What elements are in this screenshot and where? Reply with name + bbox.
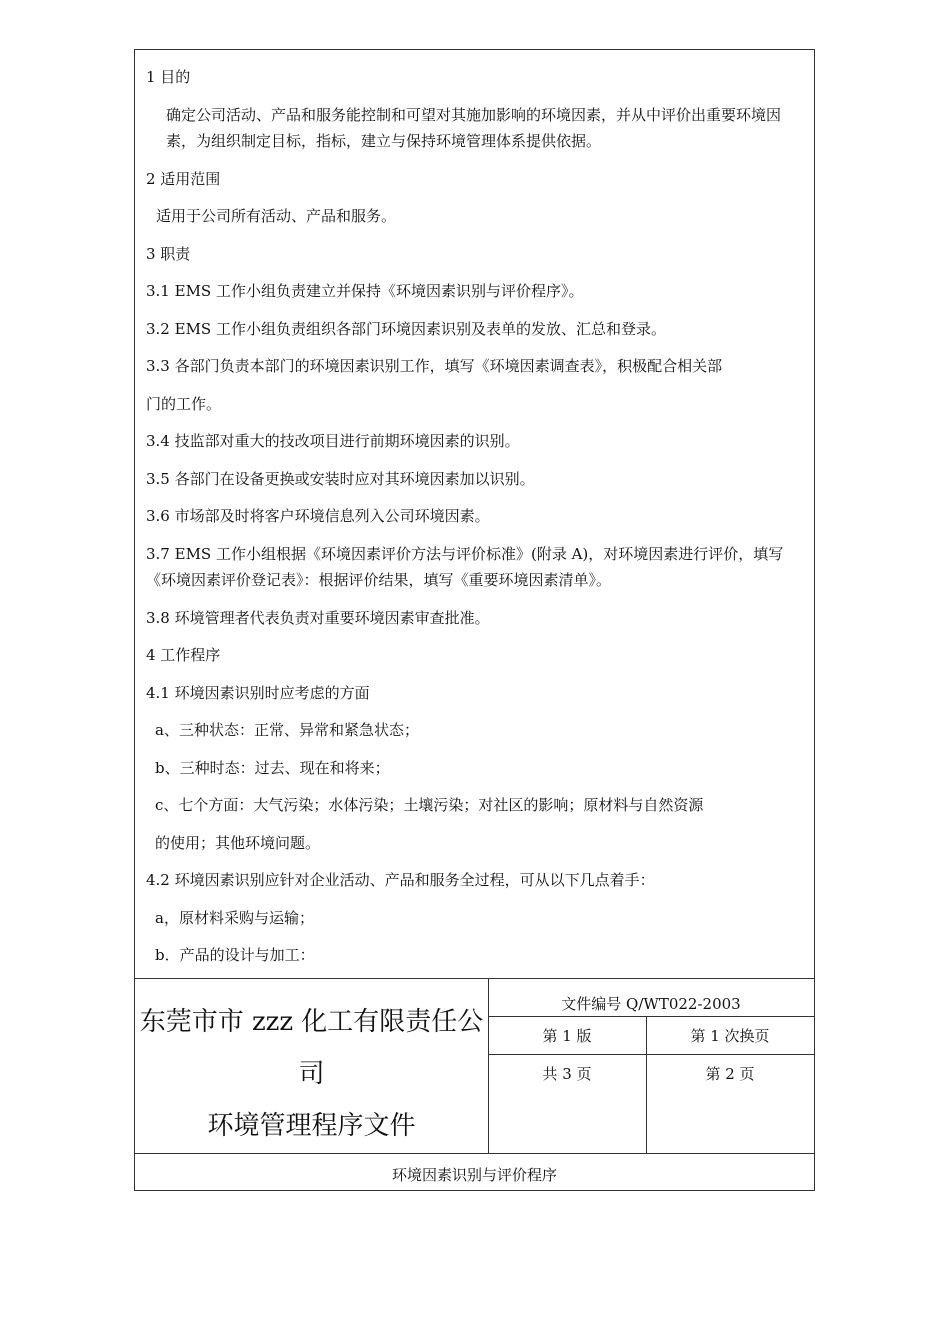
page-number: 第 2 页 [705, 1065, 755, 1083]
company-name: 东莞市市 zzz 化工有限责任公 [139, 1007, 484, 1037]
clause: 3.2 EMS 工作小组负责组织各部门环境因素识别及表单的发放、汇总和登录。 [146, 319, 666, 338]
document-body [135, 50, 814, 978]
section-heading: 4 工作程序 [146, 646, 221, 664]
section-heading: 3 职责 [146, 244, 191, 263]
doc-number: 文件编号 Q/WT022-2003 [561, 995, 741, 1013]
paragraph: 适用于公司所有活动、产品和服务。 [156, 207, 397, 225]
document-frame [134, 49, 815, 1191]
clause: 3.4 技监部对重大的技改项目进行前期环境因素的识别。 [146, 432, 520, 450]
divider [135, 1153, 814, 1154]
clause-continuation: 门的工作。 [146, 394, 222, 413]
clause: 3.5 各部门在设备更换或安装时应对其环境因素加以识别。 [146, 469, 535, 488]
section-heading: 2 适用范围 [146, 169, 221, 188]
list-item: b．产品的设计与加工： [155, 946, 315, 964]
document-category: 环境管理程序文件 [207, 1111, 416, 1141]
list-item-continuation: 的使用；其他环境问题。 [155, 833, 321, 852]
section-heading: 1 目的 [146, 68, 191, 86]
company-block [135, 996, 488, 1152]
edition: 第 1 版 [542, 1027, 592, 1045]
company-name-continuation: 司 [298, 1059, 325, 1089]
revision: 第 1 次换页 [690, 1027, 770, 1045]
clause: 4.1 环境因素识别时应考虑的方面 [146, 683, 370, 702]
list-item: a、三种状态：正常、异常和紧急状态； [155, 721, 419, 739]
clause: 3.6 市场部及时将客户环境信息列入公司环境因素。 [146, 507, 490, 525]
clause: 3.1 EMS 工作小组负责建立并保持《环境因素识别与评价程序》。 [146, 282, 584, 300]
paragraph: 确定公司活动、产品和服务能控制和可望对其施加影响的环境因素，并从中评价出重要环境因素，为组织制定目标，指标，建立与保持环境管理体系提供依据。 [166, 105, 782, 150]
clause: 3.7 EMS 工作小组根据《环境因素评价方法与评价标准》(附录 A)，对环境因素进行评价，填写《环境因素评价登记表》：根据评价结果，填写《重要环境因素清单》。 [146, 544, 784, 589]
clause: 3.3 各部门负责本部门的环境因素识别工作，填写《环境因素调查表》，积极配合相关部 [146, 357, 723, 375]
clause: 4.2 环境因素识别应针对企业活动、产品和服务全过程，可从以下几点着手： [146, 871, 655, 889]
list-item: b、三种时态：过去、现在和将来； [155, 758, 390, 777]
list-item: a，原材料采购与运输； [155, 908, 314, 927]
total-pages: 共 3 页 [542, 1065, 592, 1083]
procedure-title: 环境因素识别与评价程序 [391, 1166, 557, 1184]
list-item: c、七个方面：大气污染；水体污染；土壤污染；对社区的影响；原材料与自然资源 [155, 796, 704, 814]
clause: 3.8 环境管理者代表负责对重要环境因素审查批准。 [146, 608, 490, 627]
divider [135, 978, 814, 979]
